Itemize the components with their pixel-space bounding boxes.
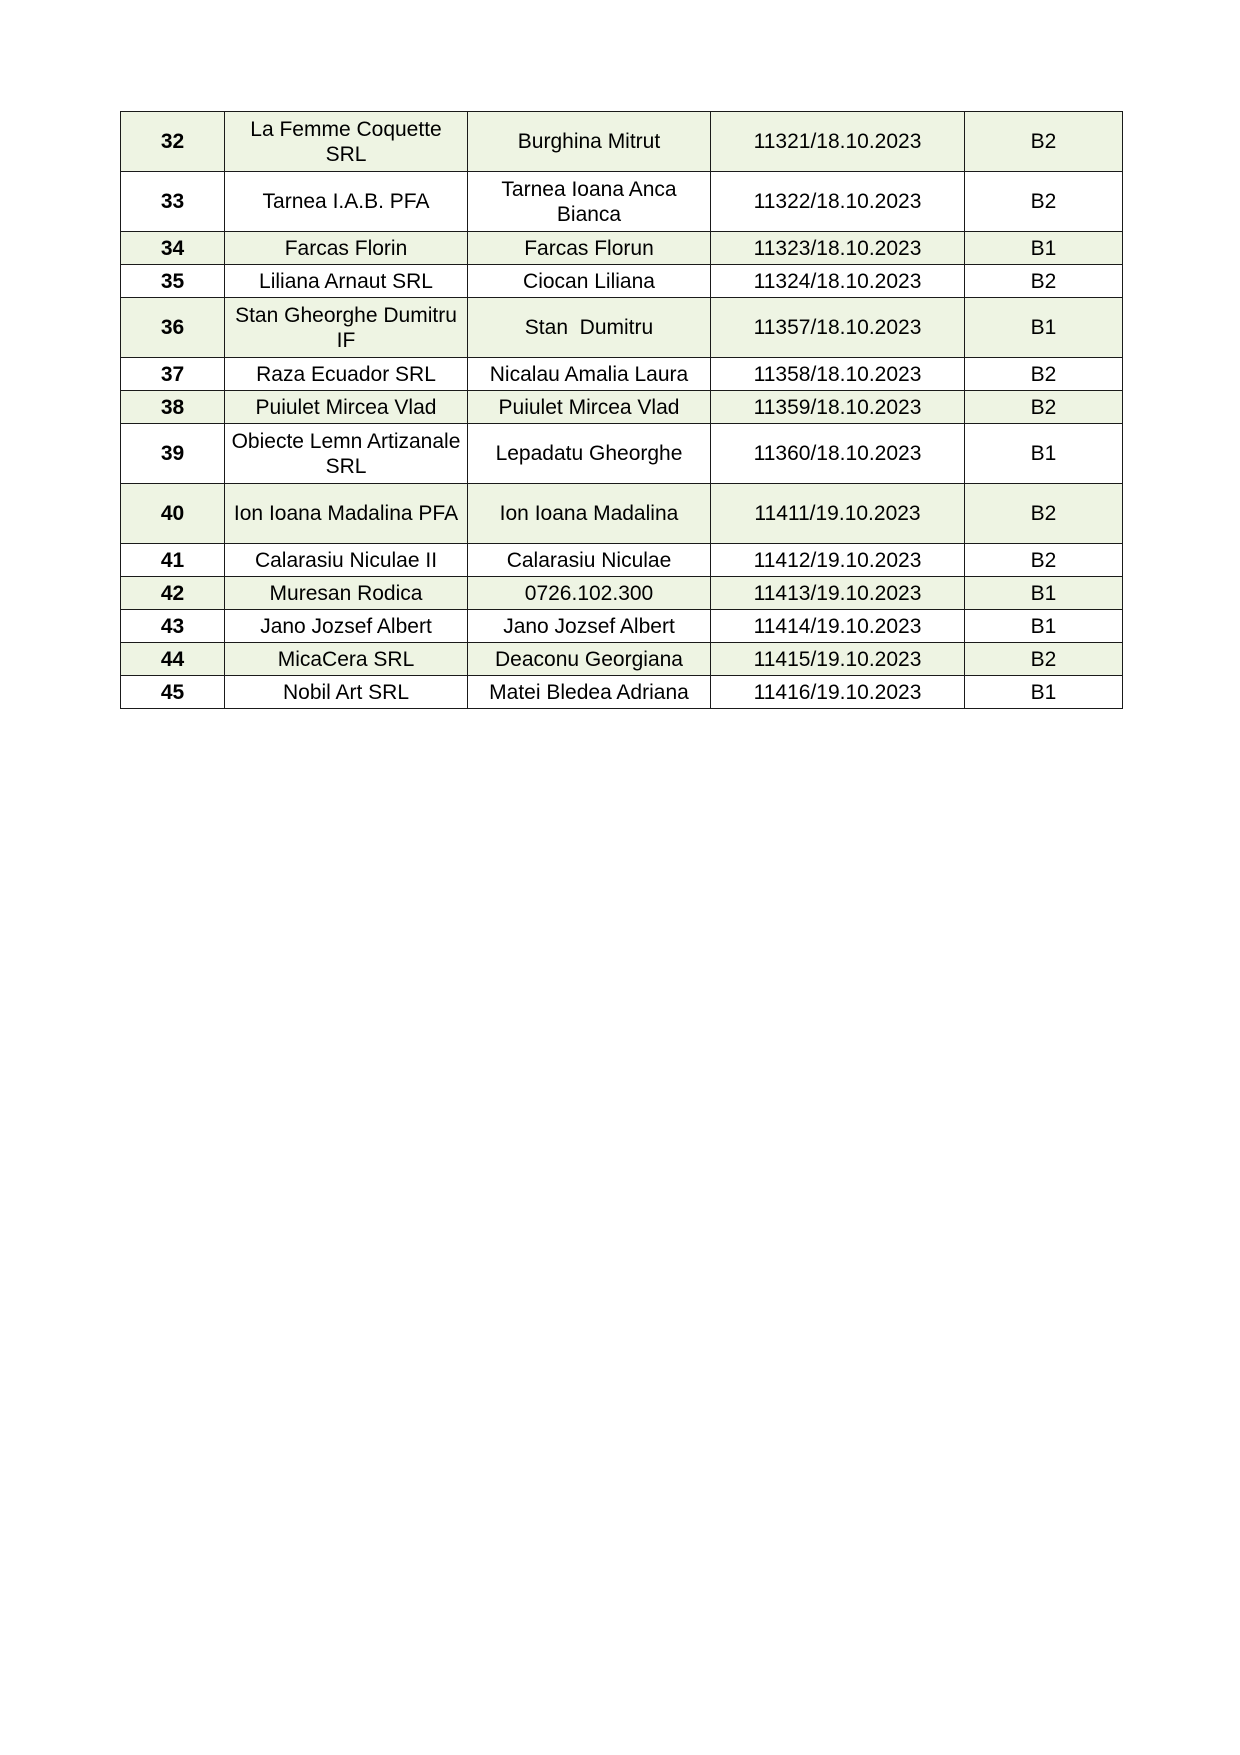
category: B2 [965,544,1123,577]
row-number: 44 [121,643,225,676]
category: B1 [965,424,1123,484]
row-number: 34 [121,232,225,265]
row-number: 36 [121,298,225,358]
registration-number: 11358/18.10.2023 [711,358,965,391]
table-row [121,676,1123,709]
firm-name: Nobil Art SRL [225,676,468,709]
category: B2 [965,265,1123,298]
registration-number: 11357/18.10.2023 [711,298,965,358]
firm-name: Ion Ioana Madalina PFA [225,484,468,544]
row-number: 43 [121,610,225,643]
registration-number: 11413/19.10.2023 [711,577,965,610]
table-row [121,172,1123,232]
representative-name: Burghina Mitrut [468,112,711,172]
table-row [121,484,1123,544]
representative-name: Ion Ioana Madalina [468,484,711,544]
table-row [121,424,1123,484]
category: B2 [965,643,1123,676]
table-row [121,643,1123,676]
representative-name: Stan Dumitru [468,298,711,358]
registry-table [120,111,1123,709]
firm-name: Stan Gheorghe Dumitru IF [225,298,468,358]
registration-number: 11324/18.10.2023 [711,265,965,298]
table-row [121,298,1123,358]
category: B2 [965,358,1123,391]
registration-number: 11322/18.10.2023 [711,172,965,232]
category: B1 [965,676,1123,709]
representative-name: Matei Bledea Adriana [468,676,711,709]
category: B1 [965,232,1123,265]
row-number: 33 [121,172,225,232]
representative-name: Farcas Florun [468,232,711,265]
category: B1 [965,298,1123,358]
firm-name: Liliana Arnaut SRL [225,265,468,298]
row-number: 37 [121,358,225,391]
category: B2 [965,484,1123,544]
representative-name: Jano Jozsef Albert [468,610,711,643]
registration-number: 11359/18.10.2023 [711,391,965,424]
representative-name: Nicalau Amalia Laura [468,358,711,391]
category: B2 [965,112,1123,172]
registration-number: 11414/19.10.2023 [711,610,965,643]
category: B1 [965,610,1123,643]
category: B2 [965,391,1123,424]
row-number: 32 [121,112,225,172]
representative-name: Ciocan Liliana [468,265,711,298]
firm-name: Jano Jozsef Albert [225,610,468,643]
table-row [121,265,1123,298]
representative-name: Lepadatu Gheorghe [468,424,711,484]
category: B2 [965,172,1123,232]
representative-name: Tarnea Ioana Anca Bianca [468,172,711,232]
table-row [121,577,1123,610]
table-row [121,358,1123,391]
firm-name: Muresan Rodica [225,577,468,610]
firm-name: Puiulet Mircea Vlad [225,391,468,424]
representative-name: 0726.102.300 [468,577,711,610]
registration-number: 11321/18.10.2023 [711,112,965,172]
registration-number: 11416/19.10.2023 [711,676,965,709]
row-number: 41 [121,544,225,577]
firm-name: MicaCera SRL [225,643,468,676]
row-number: 40 [121,484,225,544]
representative-name: Puiulet Mircea Vlad [468,391,711,424]
firm-name: Obiecte Lemn Artizanale SRL [225,424,468,484]
row-number: 38 [121,391,225,424]
category: B1 [965,577,1123,610]
row-number: 42 [121,577,225,610]
table-row [121,610,1123,643]
row-number: 45 [121,676,225,709]
registration-number: 11412/19.10.2023 [711,544,965,577]
registration-number: 11415/19.10.2023 [711,643,965,676]
registration-number: 11323/18.10.2023 [711,232,965,265]
table-row [121,112,1123,172]
firm-name: Farcas Florin [225,232,468,265]
firm-name: Calarasiu Niculae II [225,544,468,577]
row-number: 39 [121,424,225,484]
table-row [121,391,1123,424]
table-row [121,232,1123,265]
table-row [121,544,1123,577]
row-number: 35 [121,265,225,298]
firm-name: Raza Ecuador SRL [225,358,468,391]
firm-name: Tarnea I.A.B. PFA [225,172,468,232]
registration-number: 11360/18.10.2023 [711,424,965,484]
representative-name: Calarasiu Niculae [468,544,711,577]
registration-number: 11411/19.10.2023 [711,484,965,544]
firm-name: La Femme Coquette SRL [225,112,468,172]
representative-name: Deaconu Georgiana [468,643,711,676]
